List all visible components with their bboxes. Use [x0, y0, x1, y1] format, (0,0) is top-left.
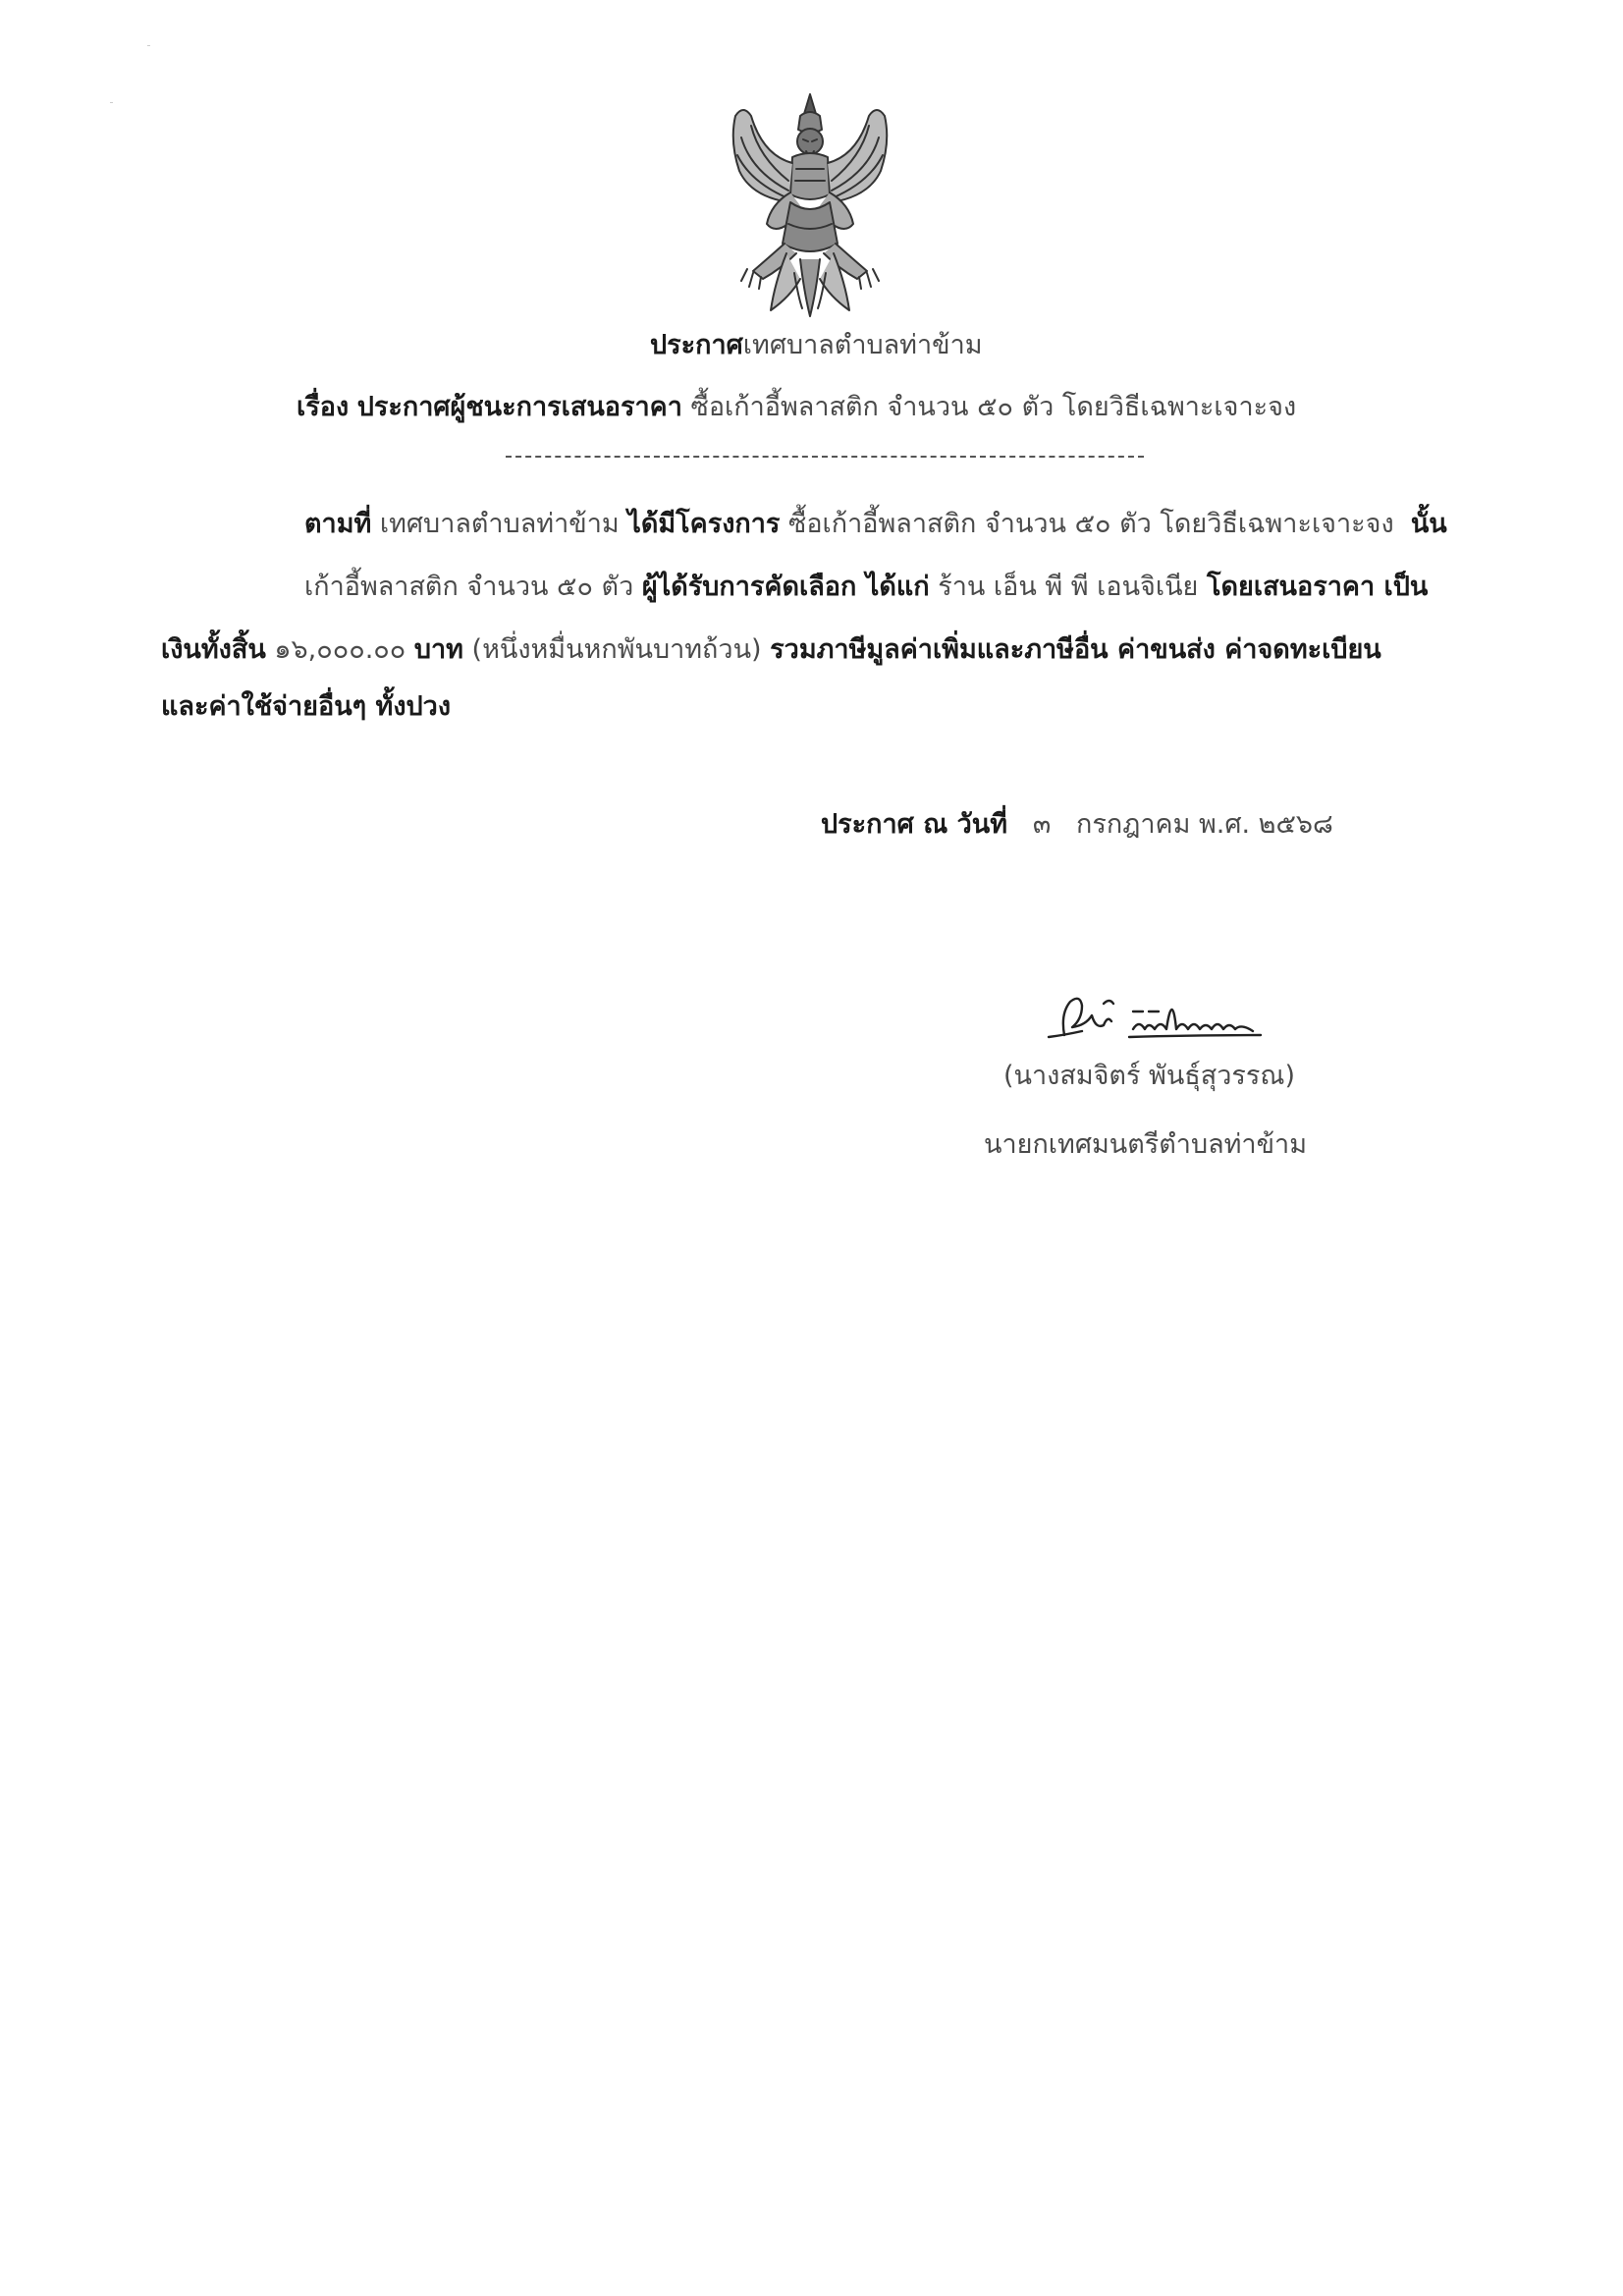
signatory-position: นายกเทศมนตรีตำบลท่าข้าม	[984, 1129, 1307, 1160]
date-label: ประกาศ ณ วันที่	[821, 809, 1008, 840]
body-text: โดยเสนอราคา เป็น	[1206, 572, 1429, 602]
body-amount-words: (หนึ่งหมื่นหกพันบาทถ้วน)	[471, 634, 762, 665]
scan-speck	[110, 102, 113, 103]
handwritten-signature-icon	[1043, 986, 1271, 1049]
document-subject	[297, 390, 1296, 425]
announcement-date	[821, 807, 1333, 843]
body-text: และค่าใช้จ่ายอื่นๆ ทั้งปวง	[161, 691, 452, 722]
title-organization: เทศบาลตำบลท่าข้าม	[742, 330, 983, 360]
body-amount: ๑๖,๐๐๐.๐๐	[274, 634, 406, 665]
body-text: ได้มีโครงการ	[627, 509, 781, 539]
subject-label: เรื่อง	[297, 392, 350, 422]
body-line-1	[304, 507, 1447, 542]
body-text: ผู้ได้รับการคัดเลือก ได้แก่	[641, 572, 930, 602]
body-text: เทศบาลตำบลท่าข้าม	[379, 509, 620, 539]
body-text: นั้น	[1410, 509, 1447, 539]
body-text: เก้าอี้พลาสติก จำนวน ๕๐ ตัว	[304, 572, 634, 602]
date-day: ๓	[1032, 809, 1052, 840]
body-line-3	[161, 632, 1381, 668]
signatory-name: (นางสมจิตร์ พันธุ์สุวรรณ)	[1003, 1061, 1296, 1091]
body-text: ซื้อเก้าอี้พลาสติก จำนวน ๕๐ ตัว โดยวิธีเฉพาะเจาะจง	[788, 509, 1394, 539]
body-text: รวมภาษีมูลค่าเพิ่มและภาษีอื่น ค่าขนส่ง ค่าจดทะเบียน	[770, 634, 1381, 665]
body-text: บาท	[413, 634, 463, 665]
scan-speck	[147, 45, 150, 46]
body-line-2	[304, 570, 1428, 605]
document-title	[650, 328, 983, 363]
title-divider	[506, 456, 1144, 458]
body-text: เงินทั้งสิ้น	[161, 634, 266, 665]
date-month-year: กรกฎาคม พ.ศ. ๒๕๖๘	[1076, 809, 1333, 840]
subject-main: ประกาศผู้ชนะการเสนอราคา	[356, 392, 682, 422]
body-text: ร้าน เอ็น พี พี เอนจิเนีย	[938, 572, 1199, 602]
garuda-emblem-icon	[712, 86, 908, 322]
title-bold: ประกาศ	[650, 330, 743, 360]
body-text: ตามที่	[304, 509, 372, 539]
body-line-4	[161, 689, 451, 725]
subject-detail: ซื้อเก้าอี้พลาสติก จำนวน ๕๐ ตัว โดยวิธีเฉพาะเจาะจง	[690, 392, 1297, 422]
